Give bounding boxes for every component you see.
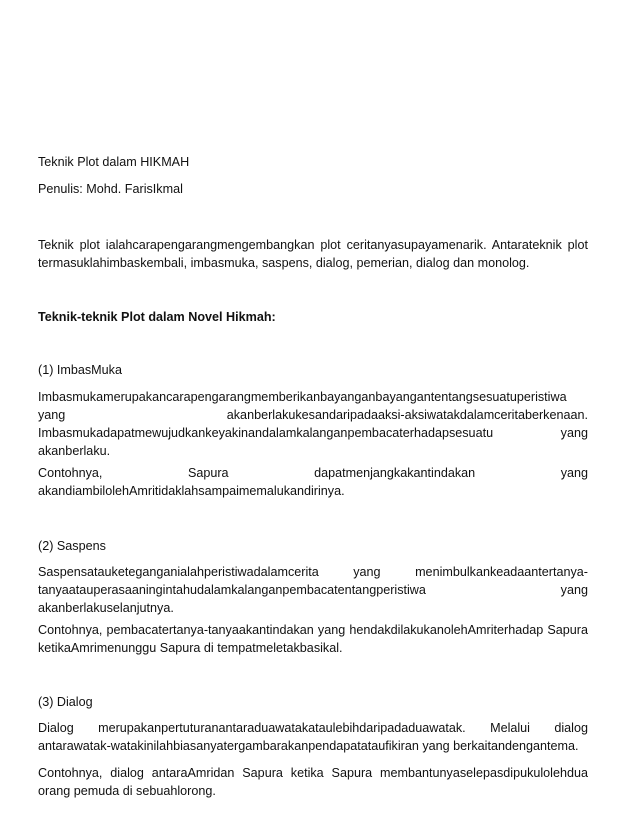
- imbasmuka-line: Imbasmukamerupakancarapengarangmemberikanbayanganbayangantentangsesuatuperistiwa: [38, 390, 567, 404]
- dialog-heading: (3) Dialog: [38, 695, 93, 709]
- dialog-line: Dialog merupakanpertuturanantaraduawatakataulebihdaripadaduawatak. Melalui dialog: [38, 721, 588, 735]
- imbasmuka-example-line: akandiambilolehAmritidaklahsampaimemalukandirinya.: [38, 484, 345, 498]
- dialog-example-line: orang pemuda di sebuahlorong.: [38, 784, 216, 798]
- dialog-example-line: Contohnya, dialog antaraAmridan Sapura ketika Sapura membantunyaselepasdipukulolehdua: [38, 766, 588, 780]
- imbasmuka-heading: (1) ImbasMuka: [38, 363, 122, 377]
- author-line: Penulis: Mohd. FarisIkmal: [38, 182, 183, 196]
- document-title: Teknik Plot dalam HIKMAH: [38, 155, 190, 169]
- saspens-line: Saspensatauketeganganialahperistiwadalamcerita yang menimbulkankeadaantertanya-: [38, 565, 588, 579]
- saspens-line: tanyaatauperasaaningintahudalamkalanganpembacatentangperistiwa yang: [38, 583, 588, 597]
- imbasmuka-line: Imbasmukadapatmewujudkankeyakinandalamkalanganpembacaterhadapsesuatu yang: [38, 426, 588, 440]
- dialog-line: antarawatak-watakinilahbiasanyatergambarakanpendapatataufikiran yang berkaitandengantema.: [38, 739, 579, 753]
- imbasmuka-paragraph: [38, 388, 588, 460]
- saspens-example-line: Contohnya, pembacatertanya-tanyaakantindakan yang hendakdilakukanolehAmriterhadap Sapura: [38, 623, 588, 637]
- imbasmuka-example: [38, 464, 588, 500]
- intro-paragraph: Teknik plot ialahcarapengarangmengembangkan plot ceritanyasupayamenarik. Antarateknik plot termasuklahimbaskembali, imbasmuka, saspens, dialog, pemerian, dialog dan monolog.: [38, 238, 588, 270]
- saspens-example: [38, 621, 588, 657]
- section-heading: Teknik-teknik Plot dalam Novel Hikmah:: [38, 310, 276, 324]
- imbasmuka-example-line: Contohnya, Sapura dapatmenjangkakantindakan yang: [38, 466, 588, 480]
- saspens-paragraph: [38, 563, 588, 617]
- imbasmuka-line: akanberlaku.: [38, 444, 111, 458]
- saspens-line: akanberlakuselanjutnya.: [38, 601, 174, 615]
- dialog-paragraph: [38, 719, 588, 755]
- saspens-example-line: ketikaAmrimenunggu Sapura di tempatmeletakbasikal.: [38, 641, 343, 655]
- imbasmuka-line: yang akanberlakukesandaripadaaksi-aksiwatakdalamceritaberkenaan.: [38, 408, 588, 422]
- dialog-example: [38, 764, 588, 800]
- saspens-heading: (2) Saspens: [38, 539, 106, 553]
